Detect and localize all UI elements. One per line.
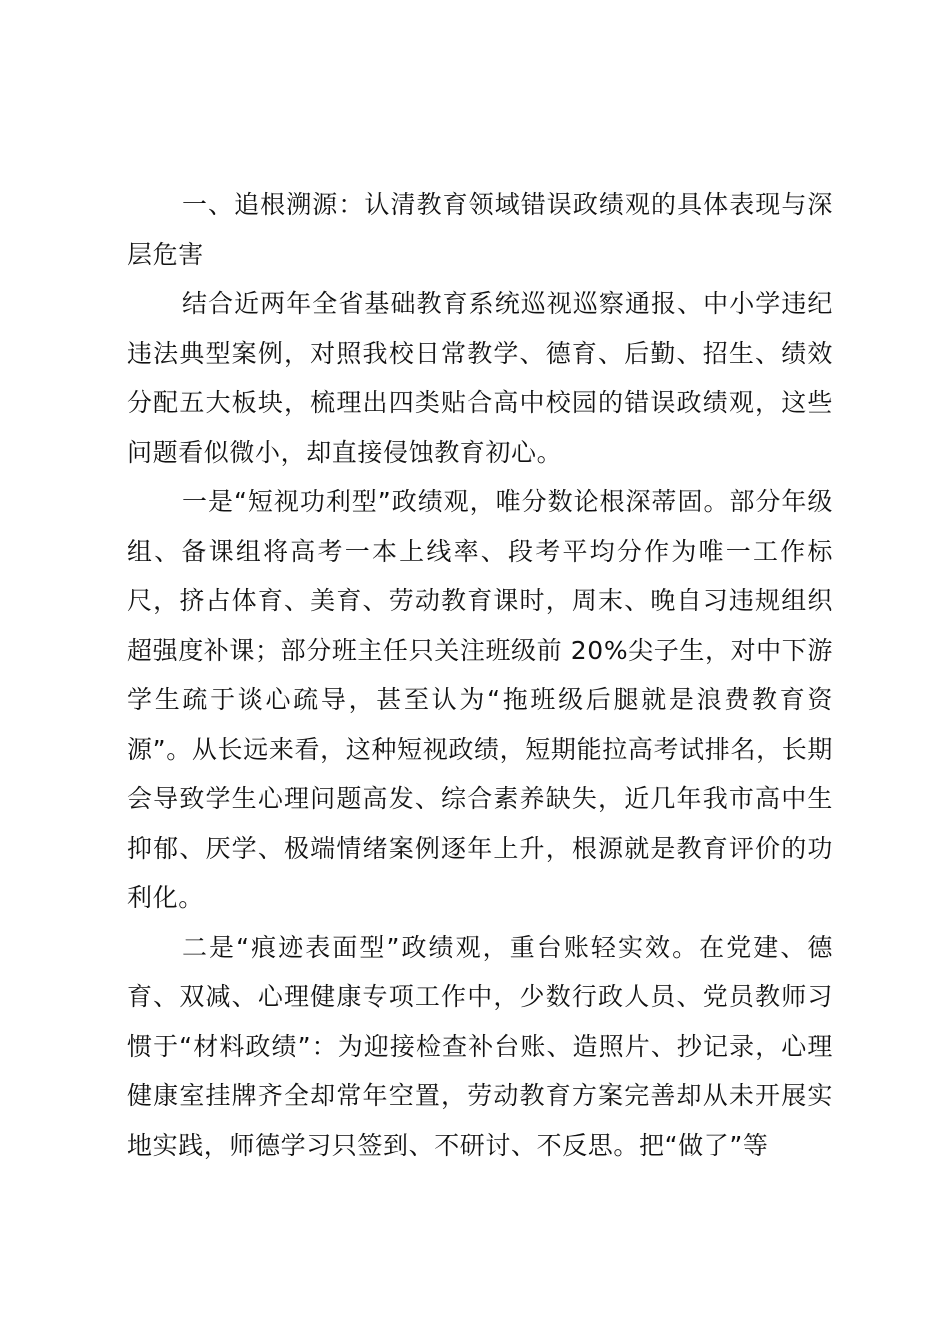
paragraph-intro: 结合近两年全省基础教育系统巡视巡察通报、中小学违纪违法典型案例，对照我校日常教学、德育、后勤、招生、绩效分配五大板块，梳理出四类贴合高中校园的错误政绩观，这些问题看似微小，却直接侵蚀教育初心。 [127,289,833,467]
paragraph-point-two: 二是“痕迹表面型”政绩观，重台账轻实效。在党建、德育、双减、心理健康专项工作中，少数行政人员、党员教师习惯于“材料政绩”：为迎接检查补台账、造照片、抄记录，心理健康室挂牌齐全却常年空置，劳动教育方案完善却从未开展实地实践，师德学习只签到、不研讨、不反思。把“做了”等 [127,932,833,1160]
paragraph-point-one: 一是“短视功利型”政绩观，唯分数论根深蒂固。部分年级组、备课组将高考一本上线率、段考平均分作为唯一工作标尺，挤占体育、美育、劳动教育课时，周末、晚自习违规组织超强度补课；部分班主任只关注班级前 20%尖子生，对中下游学生疏于谈心疏导，甚至认为“拖班级后腿就是浪费教育资源”。从长远来看，这种短视政绩，短期能拉高考试排名，长期会导致学生心理问题高发、综合素养缺失，近几年我市高中生抑郁、厌学、极端情绪案例逐年上升，根源就是教育评价的功利化。 [127,487,833,912]
document-page [127,180,833,1170]
section-heading: 一、追根溯源：认清教育领域错误政绩观的具体表现与深层危害 [127,190,833,269]
